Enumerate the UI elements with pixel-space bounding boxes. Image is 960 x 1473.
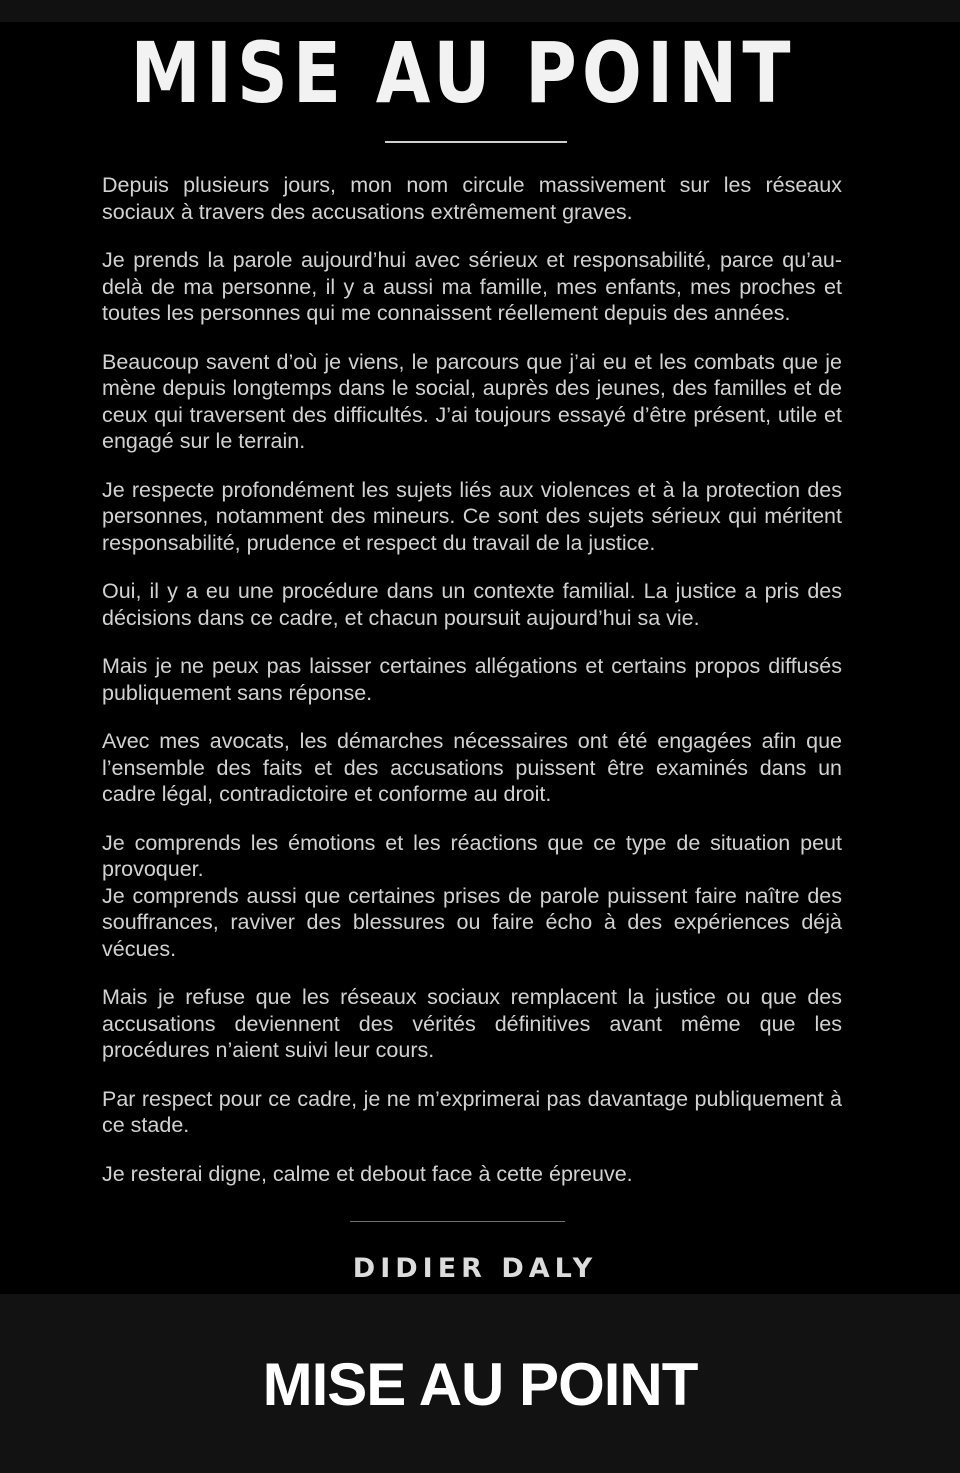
statement-title: MISE AU POINT <box>130 24 796 122</box>
paragraph: Je comprends les émotions et les réactions que ce type de situation peut provoquer. Je comprends aussi que certaines prises de parole puissent faire naître des souffrances, raviver des blessures ou faire écho à des expériences déjà vécues. <box>102 830 842 961</box>
paragraph: Depuis plusieurs jours, mon nom circule massivement sur les réseaux sociaux à travers des accusations extrêmement graves. <box>102 173 842 224</box>
paragraph: Mais je ne peux pas laisser certaines allégations et certains propos diffusés publiquement sans réponse. <box>102 654 842 705</box>
title-divider <box>385 141 567 143</box>
paragraph: Beaucoup savent d’où je viens, le parcours que j’ai eu et les combats que je mène depuis longtemps dans le social, auprès des jeunes, des familles et de ceux qui traversent des difficultés. J’ai toujours essayé d’être présent, utile et engagé sur le terrain. <box>102 349 842 453</box>
paragraph: Je respecte profondément les sujets liés aux violences et à la protection des personnes, notamment des mineurs. Ce sont des sujets sérieux qui méritent responsabilité, prudence et respect du travail de la justice. <box>102 477 842 555</box>
paragraph: Je resterai digne, calme et debout face à cette épreuve. <box>102 1161 633 1186</box>
caption-text: MISE AU POINT <box>262 1351 698 1418</box>
paragraph: Avec mes avocats, les démarches nécessaires ont été engagées afin que l’ensemble des faits et des accusations puissent être examinés dans un cadre légal, contradictoire et conforme au droit. <box>102 729 842 806</box>
paragraph: Je prends la parole aujourd’hui avec sérieux et responsabilité, parce qu’au-delà de ma personne, il y a aussi ma famille, mes enfants, mes proches et toutes les personnes qui me connaissent réellement depuis des années. <box>102 248 843 325</box>
signature: DIDIER DALY <box>352 1253 598 1284</box>
paragraph: Par respect pour ce cadre, je ne m’exprimerai pas davantage publiquement à ce stade. <box>102 1086 842 1137</box>
signature-divider <box>350 1221 565 1222</box>
top-strip <box>0 0 960 22</box>
paragraph: Mais je refuse que les réseaux sociaux remplacent la justice ou que des accusations deviennent des vérités définitives avant même que les procédures n’aient suivi leur cours. <box>102 985 842 1062</box>
statement-body <box>102 172 842 1209</box>
paragraph: Oui, il y a eu une procédure dans un contexte familial. La justice a pris des décisions dans ce cadre, et chacun poursuit aujourd’hui sa vie. <box>102 579 842 630</box>
